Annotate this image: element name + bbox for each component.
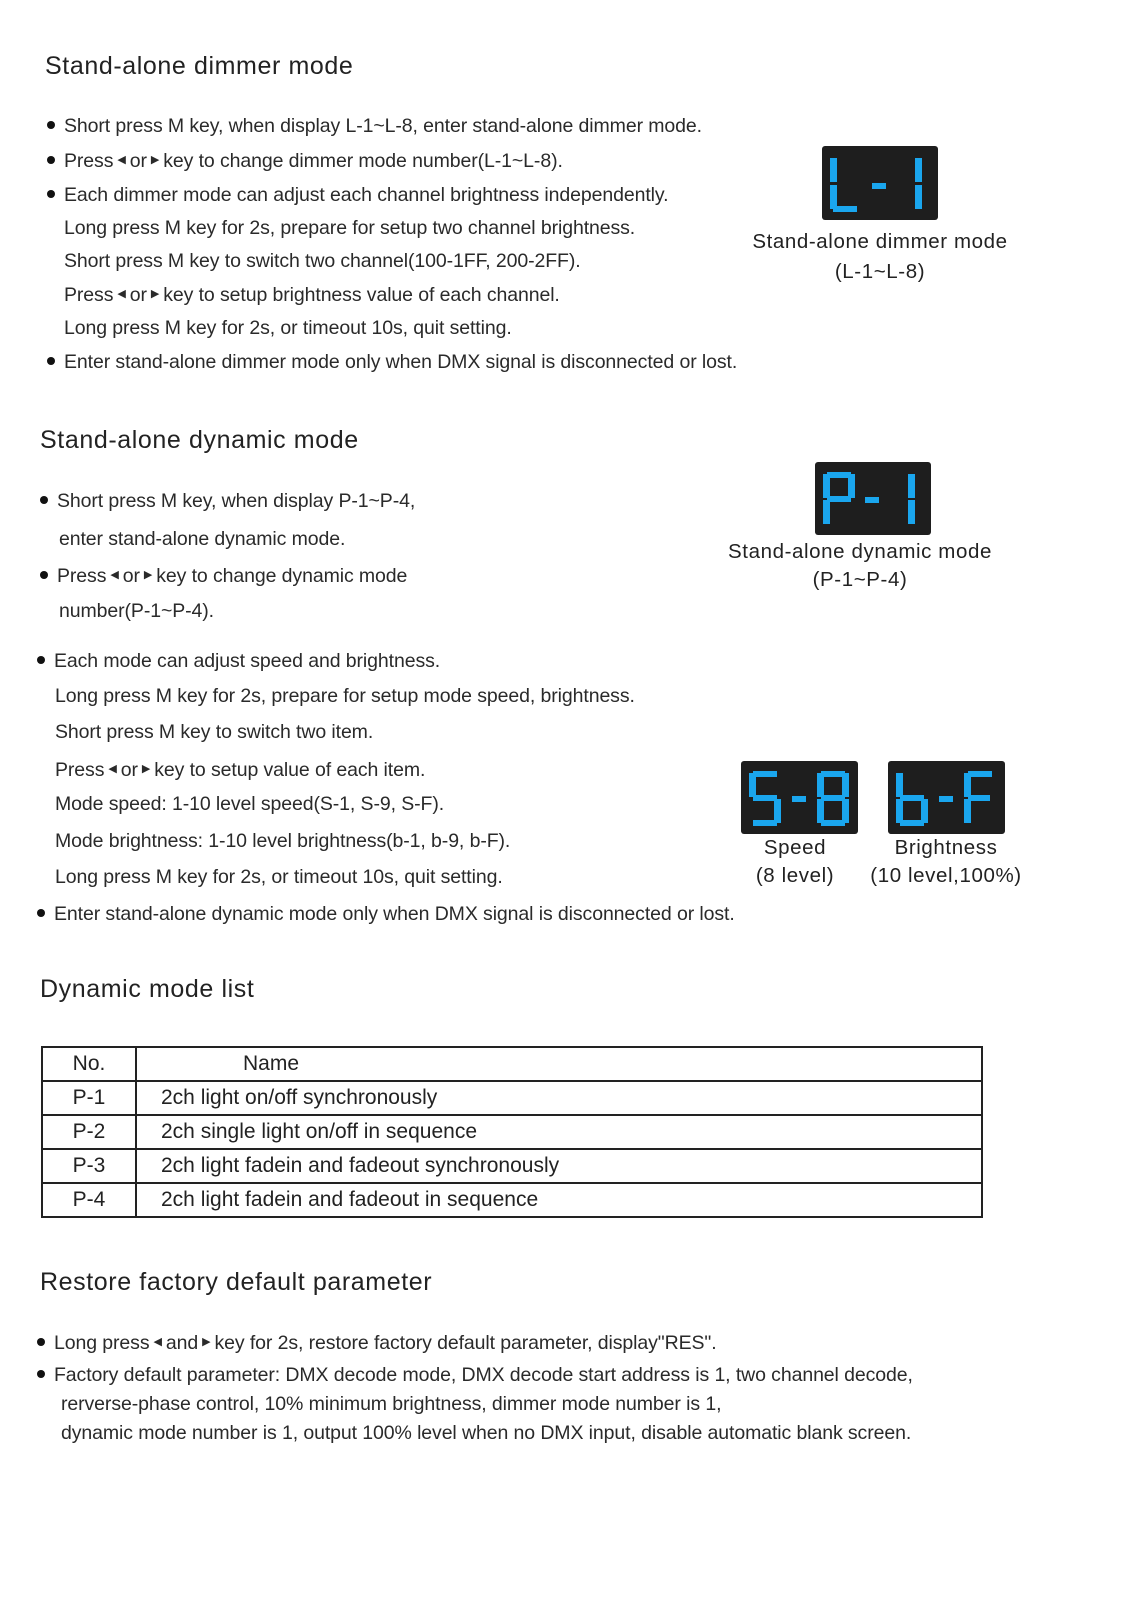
dynamic-line-11: Long press M key for 2s, or timeout 10s, quit setting. <box>55 866 503 888</box>
dynamic-line-6: Long press M key for 2s, prepare for setup mode speed, brightness. <box>55 685 635 707</box>
dynamic-bullet-3: Press ◀ or ▶ key to change dynamic mode <box>40 565 407 588</box>
table-cell-name: 2ch single light on/off in sequence <box>136 1115 982 1149</box>
dimmer-line-7: Long press M key for 2s, or timeout 10s, quit setting. <box>64 317 512 339</box>
table-row <box>42 1115 982 1149</box>
bullet-dot-icon <box>37 909 45 917</box>
dimmer-line-5: Short press M key to switch two channel(100-1FF, 200-2FF). <box>64 250 581 272</box>
dynamic-bullet-12: Enter stand-alone dynamic mode only when DMX signal is disconnected or lost. <box>37 903 735 926</box>
table-cell-no: P-3 <box>42 1149 136 1183</box>
table-cell-name: 2ch light fadein and fadeout synchronously <box>136 1149 982 1183</box>
left-triangle-icon: ◀ <box>108 763 117 776</box>
dynamic-display-caption-range: (P-1~P-4) <box>812 568 908 591</box>
right-triangle-icon: ▶ <box>150 154 160 167</box>
bullet-dot-icon <box>37 1338 45 1346</box>
dynamic-line-7: Short press M key to switch two item. <box>55 721 374 743</box>
bullet-dot-icon <box>40 571 48 579</box>
table-row <box>42 1183 982 1217</box>
brightness-sublabel: (10 level,100%) <box>870 864 1022 887</box>
left-triangle-icon: ◀ <box>117 154 126 167</box>
dynamic-display-caption: Stand-alone dynamic mode <box>728 540 992 563</box>
bullet-dot-icon <box>47 121 55 129</box>
dimmer-display-caption: Stand-alone dimmer mode <box>752 230 1008 253</box>
table-cell-no: P-2 <box>42 1115 136 1149</box>
table-cell-name: 2ch light fadein and fadeout in sequence <box>136 1183 982 1217</box>
left-triangle-icon: ◀ <box>117 288 126 301</box>
speed-display <box>741 761 858 834</box>
bullet-dot-icon <box>47 156 55 164</box>
dimmer-line-4: Long press M key for 2s, prepare for setup two channel brightness. <box>64 217 636 239</box>
table-header-row <box>42 1047 982 1081</box>
dynamic-line-2: enter stand-alone dynamic mode. <box>59 528 346 550</box>
right-triangle-icon: ▶ <box>141 763 151 776</box>
brightness-label: Brightness <box>894 836 998 859</box>
table-header-no: No. <box>42 1047 136 1081</box>
lcd-s8-digits <box>741 761 858 834</box>
brightness-display <box>888 761 1005 834</box>
dynamic-mode-table <box>41 1046 983 1218</box>
dynamic-section-title: Stand-alone dynamic mode <box>40 426 359 454</box>
dynamic-line-10: Mode brightness: 1-10 level brightness(b-1, b-9, b-F). <box>55 830 511 852</box>
left-triangle-icon: ◀ <box>110 569 119 582</box>
restore-section-title: Restore factory default parameter <box>40 1268 433 1296</box>
dimmer-bullet-2: Press ◀ or ▶ key to change dimmer mode number(L-1~L-8). <box>47 150 563 173</box>
left-triangle-icon: ◀ <box>153 1336 162 1349</box>
speed-sublabel: (8 level) <box>755 864 835 887</box>
restore-line-3: rerverse-phase control, 10% minimum brightness, dimmer mode number is 1, <box>61 1393 722 1415</box>
dimmer-display-caption-range: (L-1~L-8) <box>834 260 926 283</box>
dimmer-bullet-8: Enter stand-alone dimmer mode only when DMX signal is disconnected or lost. <box>47 351 737 374</box>
table-row <box>42 1149 982 1183</box>
restore-bullet-1: Long press ◀ and ▶ key for 2s, restore factory default parameter, display"RES". <box>37 1332 717 1355</box>
table-cell-name: 2ch light on/off synchronously <box>136 1081 982 1115</box>
restore-line-4: dynamic mode number is 1, output 100% level when no DMX input, disable automatic blank screen. <box>61 1422 912 1444</box>
dynamic-line-4: number(P-1~P-4). <box>59 600 214 622</box>
table-cell-no: P-1 <box>42 1081 136 1115</box>
table-header-name: Name <box>136 1047 982 1081</box>
list-section-title: Dynamic mode list <box>40 975 255 1003</box>
dynamic-bullet-1: Short press M key, when display P-1~P-4, <box>40 490 415 513</box>
bullet-dot-icon <box>47 190 55 198</box>
right-triangle-icon: ▶ <box>150 288 160 301</box>
speed-label: Speed <box>763 836 827 859</box>
dynamic-mode-display <box>815 462 931 535</box>
restore-bullet-2: Factory default parameter: DMX decode mode, DMX decode start address is 1, two channel decode, <box>37 1364 913 1387</box>
table-row <box>42 1081 982 1115</box>
dimmer-line-6: Press ◀ or ▶ key to setup brightness value of each channel. <box>64 284 560 306</box>
dynamic-line-9: Mode speed: 1-10 level speed(S-1, S-9, S-F). <box>55 793 445 815</box>
lcd-l1-digits <box>822 146 938 220</box>
bullet-dot-icon <box>37 656 45 664</box>
lcd-p1-digits <box>815 462 931 535</box>
dimmer-mode-display <box>822 146 938 220</box>
bullet-dot-icon <box>40 496 48 504</box>
lcd-bf-digits <box>888 761 1005 834</box>
right-triangle-icon: ▶ <box>202 1336 211 1349</box>
dimmer-bullet-3: Each dimmer mode can adjust each channel brightness independently. <box>47 184 668 207</box>
right-triangle-icon: ▶ <box>143 569 153 582</box>
dynamic-line-8: Press ◀ or ▶ key to setup value of each item. <box>55 759 426 781</box>
bullet-dot-icon <box>47 357 55 365</box>
table-cell-no: P-4 <box>42 1183 136 1217</box>
dynamic-bullet-5: Each mode can adjust speed and brightness. <box>37 650 440 673</box>
dimmer-section-title: Stand-alone dimmer mode <box>45 52 354 80</box>
dimmer-bullet-1: Short press M key, when display L-1~L-8, enter stand-alone dimmer mode. <box>47 115 702 138</box>
bullet-dot-icon <box>37 1370 45 1378</box>
